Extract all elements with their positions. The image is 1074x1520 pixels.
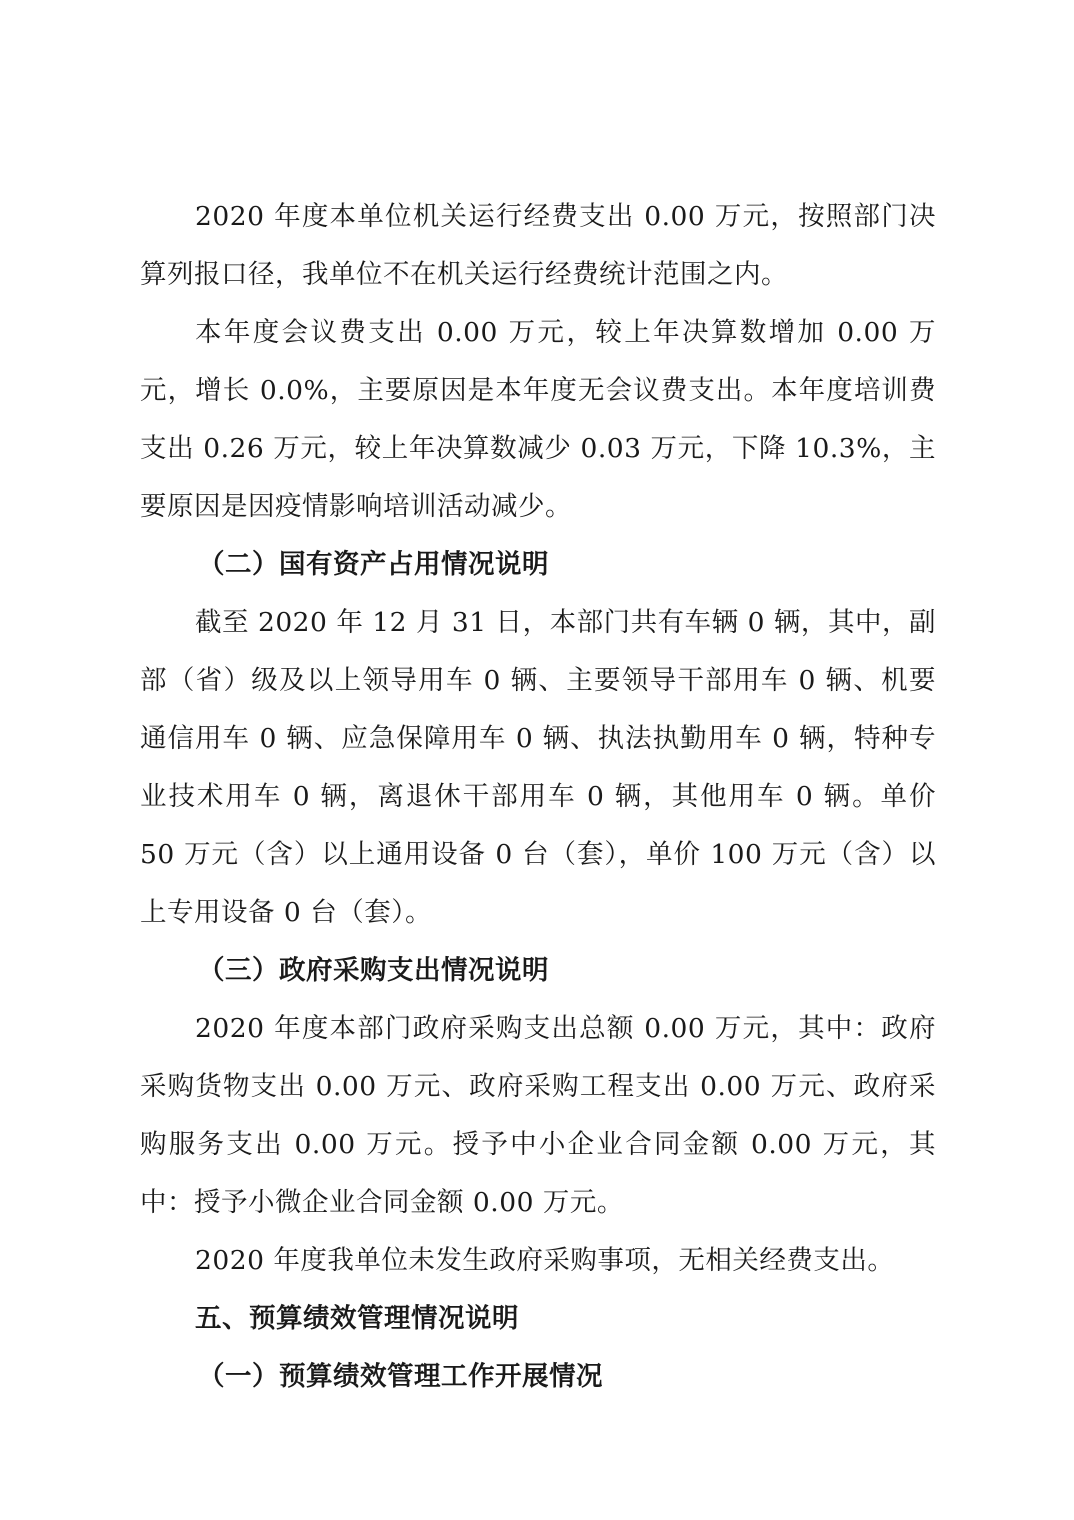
document-body xyxy=(140,188,936,1406)
section-heading-performance: 五、预算绩效管理情况说明 xyxy=(195,1303,519,1334)
section-heading-performance-work: （一）预算绩效管理工作开展情况 xyxy=(198,1361,603,1392)
paragraph-procurement-none: 2020 年度我单位未发生政府采购事项，无相关经费支出。 xyxy=(195,1245,895,1276)
paragraph-vehicles-equipment: 截至 2020 年 12 月 31 日，本部门共有车辆 0 辆，其中，副部（省）级及以上领导用车 0 辆、主要领导干部用车 0 辆、机要通信用车 0 辆、应急保障用车 0 辆、执法执勤用车 0 辆，特种专业技术用车 0 辆，离退休干部用车 0 辆，其他用车 0 辆。单价 50 万元（含）以上通用设备 0 台（套），单价 100 万元（含）以上专用设备 0 台（套）。 xyxy=(140,607,936,928)
paragraph-meeting-training-expenses: 本年度会议费支出 0.00 万元，较上年决算数增加 0.00 万元，增长 0.0%，主要原因是本年度无会议费支出。本年度培训费支出 0.26 万元，较上年决算数减少 0.03 万元，下降 10.3%，主要原因是因疫情影响培训活动减少。 xyxy=(140,317,936,522)
section-heading-state-assets: （二）国有资产占用情况说明 xyxy=(198,549,549,580)
paragraph-operating-expenses: 2020 年度本单位机关运行经费支出 0.00 万元，按照部门决算列报口径，我单位不在机关运行经费统计范围之内。 xyxy=(140,201,936,290)
section-heading-procurement: （三）政府采购支出情况说明 xyxy=(198,955,549,986)
paragraph-procurement-totals: 2020 年度本部门政府采购支出总额 0.00 万元，其中：政府采购货物支出 0.00 万元、政府采购工程支出 0.00 万元、政府采购服务支出 0.00 万元。授予中小企业合同金额 0.00 万元，其中：授予小微企业合同金额 0.00 万元。 xyxy=(140,1013,936,1218)
